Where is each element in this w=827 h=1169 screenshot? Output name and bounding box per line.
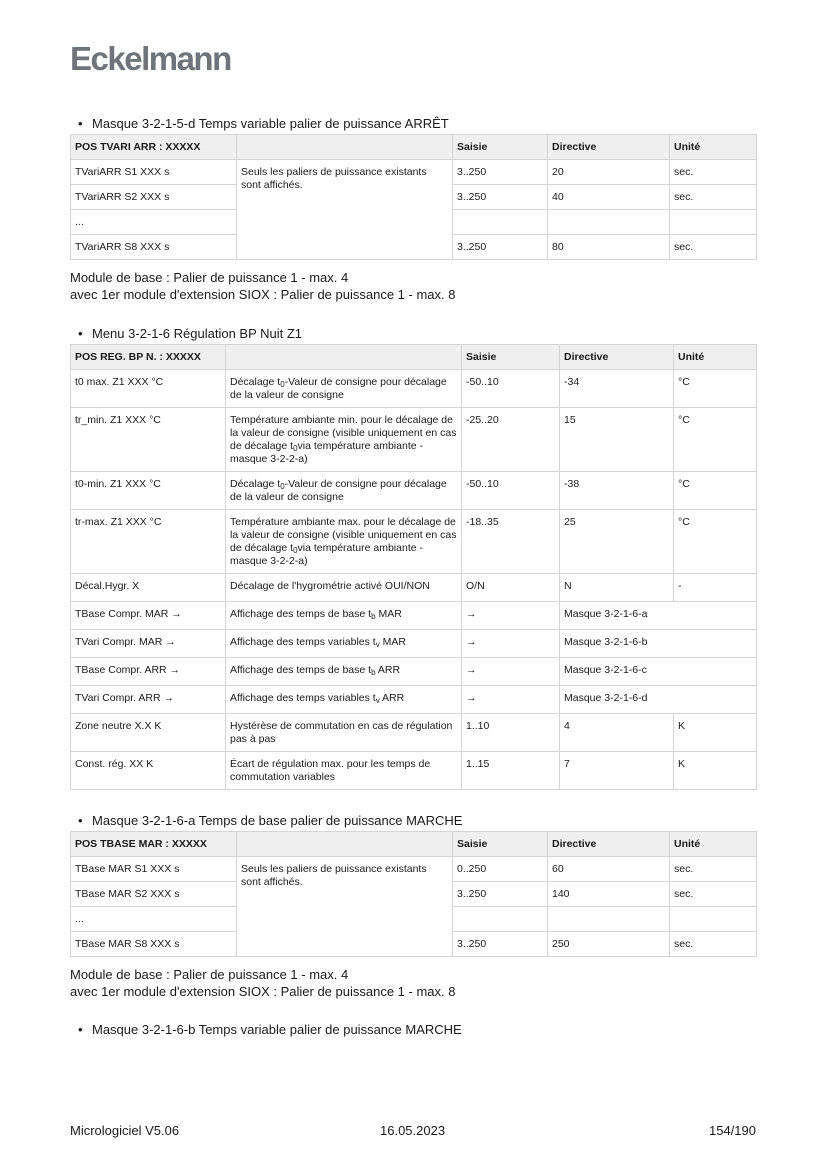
param-name: ...	[71, 210, 237, 235]
description-text: ARR	[379, 692, 405, 704]
table-row	[71, 574, 757, 602]
table-row	[71, 160, 757, 185]
param-directive	[548, 907, 670, 932]
param-description	[226, 686, 462, 714]
description-text: via température ambiante - masque 3-2-2-a)	[230, 542, 423, 567]
param-saisie: 1..15	[462, 752, 560, 790]
param-name: tr_min. Z1 XXX °C	[71, 408, 226, 472]
section-title-text: Masque 3-2-1-6-a Temps de base palier de puissance MARCHE	[92, 813, 463, 828]
header-directive: Directive	[548, 832, 670, 857]
param-unite: sec.	[670, 185, 757, 210]
param-name: TVariARR S1 XXX s	[71, 160, 237, 185]
param-unite: -	[674, 574, 757, 602]
header-saisie: Saisie	[453, 832, 548, 857]
param-saisie: →	[462, 602, 560, 630]
param-description	[226, 510, 462, 574]
param-unite: °C	[674, 408, 757, 472]
description-text: -Valeur de consigne pour décalage de la valeur de consigne	[230, 478, 447, 503]
param-description: Seuls les paliers de puissance existants sont affichés.	[237, 160, 453, 260]
table-row	[71, 658, 757, 686]
param-saisie: →	[462, 630, 560, 658]
description-text: Décalage t	[230, 376, 281, 388]
section-title-3-2-1-6-a	[78, 813, 462, 828]
param-saisie: 1..10	[462, 714, 560, 752]
header-blank	[226, 345, 462, 370]
param-unite: sec.	[670, 160, 757, 185]
eckelmann-logo: Eckelmann	[70, 40, 231, 77]
header-pos: POS REG. BP N. : XXXXX	[71, 345, 226, 370]
table-tbase-mar	[70, 831, 757, 957]
description-text: Affichage des temps variables t	[230, 636, 376, 648]
param-unite: °C	[674, 510, 757, 574]
header-saisie: Saisie	[462, 345, 560, 370]
param-name: t0 max. Z1 XXX °C	[71, 370, 226, 408]
param-name: Zone neutre X.X K	[71, 714, 226, 752]
section-title-text: Masque 3-2-1-6-b Temps variable palier de puissance MARCHE	[92, 1022, 462, 1037]
description-text: -Valeur de consigne pour décalage de la valeur de consigne	[230, 376, 447, 401]
description-text: Affichage des temps de base t	[230, 608, 372, 620]
header-blank	[237, 832, 453, 857]
param-directive: 15	[560, 408, 674, 472]
param-unite: K	[674, 714, 757, 752]
table-row	[71, 686, 757, 714]
description-text: Hystérèse de commutation en cas de régulation pas à pas	[230, 720, 453, 745]
param-name: TVari Compr. ARR →	[71, 686, 226, 714]
table-header-row	[71, 135, 757, 160]
table-row	[71, 370, 757, 408]
param-mask-link: Masque 3-2-1-6-a	[560, 602, 757, 630]
param-description	[226, 658, 462, 686]
header-saisie: Saisie	[453, 135, 548, 160]
param-saisie	[453, 210, 548, 235]
bullet: •	[78, 116, 83, 131]
table-row	[71, 602, 757, 630]
param-directive: -38	[560, 472, 674, 510]
description-subscript: 0	[280, 380, 285, 389]
note-line: avec 1er module d'extension SIOX : Palier de puissance 1 - max. 8	[70, 984, 456, 999]
table-row	[71, 510, 757, 574]
bullet: •	[78, 813, 83, 828]
param-unite: °C	[674, 472, 757, 510]
param-saisie: 3..250	[453, 932, 548, 957]
param-unite	[670, 210, 757, 235]
param-description	[226, 574, 462, 602]
header-pos: POS TBASE MAR : XXXXX	[71, 832, 237, 857]
description-text: Température ambiante max. pour le décalage de la valeur de consigne (visible uniquement en cas de décalage t	[230, 516, 457, 554]
param-directive: 4	[560, 714, 674, 752]
note-line: Module de base : Palier de puissance 1 - max. 4	[70, 270, 349, 285]
section-title-3-2-1-6	[78, 326, 302, 341]
bullet: •	[78, 1022, 83, 1037]
param-directive	[548, 210, 670, 235]
param-saisie: 3..250	[453, 235, 548, 260]
param-name: TBase MAR S2 XXX s	[71, 882, 237, 907]
section-title-text: Masque 3-2-1-5-d Temps variable palier de puissance ARRÊT	[92, 116, 449, 131]
param-description	[226, 602, 462, 630]
param-unite: K	[674, 752, 757, 790]
param-mask-link: Masque 3-2-1-6-b	[560, 630, 757, 658]
param-directive: 20	[548, 160, 670, 185]
param-saisie: →	[462, 658, 560, 686]
header-directive: Directive	[560, 345, 674, 370]
param-saisie: -25..20	[462, 408, 560, 472]
description-subscript: b	[371, 612, 376, 621]
param-unite: sec.	[670, 882, 757, 907]
param-name: t0-min. Z1 XXX °C	[71, 472, 226, 510]
description-text: Affichage des temps variables t	[230, 692, 376, 704]
param-saisie: -50..10	[462, 370, 560, 408]
footer-date: 16.05.2023	[380, 1123, 446, 1138]
description-text: via température ambiante - masque 3-2-2-a)	[230, 440, 423, 465]
param-directive: N	[560, 574, 674, 602]
param-name: TVariARR S2 XXX s	[71, 185, 237, 210]
table-reg-bp-nuit	[70, 344, 757, 790]
section-title-text: Menu 3-2-1-6 Régulation BP Nuit Z1	[92, 326, 303, 341]
param-name: ...	[71, 907, 237, 932]
param-description	[226, 370, 462, 408]
param-directive: 25	[560, 510, 674, 574]
param-name: TVariARR S8 XXX s	[71, 235, 237, 260]
param-unite: °C	[674, 370, 757, 408]
table-row	[71, 472, 757, 510]
description-text: Décalage t	[230, 478, 281, 490]
param-directive: 250	[548, 932, 670, 957]
param-name: TBase MAR S8 XXX s	[71, 932, 237, 957]
param-description	[226, 408, 462, 472]
param-directive: 140	[548, 882, 670, 907]
param-unite: sec.	[670, 857, 757, 882]
param-saisie: -50..10	[462, 472, 560, 510]
param-directive: 7	[560, 752, 674, 790]
param-saisie: 3..250	[453, 160, 548, 185]
table-row	[71, 408, 757, 472]
param-saisie: 0..250	[453, 857, 548, 882]
param-name: TVari Compr. MAR →	[71, 630, 226, 658]
param-name: tr-max. Z1 XXX °C	[71, 510, 226, 574]
param-saisie: O/N	[462, 574, 560, 602]
param-name: TBase MAR S1 XXX s	[71, 857, 237, 882]
table-tvari-arr	[70, 134, 757, 260]
header-pos: POS TVARI ARR : XXXXX	[71, 135, 237, 160]
param-name: Const. rég. XX K	[71, 752, 226, 790]
header-unite: Unité	[670, 832, 757, 857]
description-subscript: v	[375, 640, 380, 649]
bullet: •	[78, 326, 83, 341]
param-unite	[670, 907, 757, 932]
footer-page-number: 154/190	[709, 1123, 756, 1138]
param-directive: 40	[548, 185, 670, 210]
param-saisie: →	[462, 686, 560, 714]
footer-firmware: Micrologiciel V5.06	[70, 1123, 180, 1138]
note-block	[70, 966, 455, 1000]
description-text: MAR	[375, 608, 402, 620]
table-header-row	[71, 832, 757, 857]
param-unite: sec.	[670, 235, 757, 260]
header-unite: Unité	[674, 345, 757, 370]
description-text: MAR	[379, 636, 406, 648]
description-subscript: 0	[280, 482, 285, 491]
param-saisie: 3..250	[453, 882, 548, 907]
section-title-3-2-1-5-d	[78, 116, 449, 131]
param-name: TBase Compr. MAR →	[71, 602, 226, 630]
param-description	[226, 752, 462, 790]
param-saisie: -18..35	[462, 510, 560, 574]
param-directive: 80	[548, 235, 670, 260]
description-subscript: 0	[293, 444, 298, 453]
param-mask-link: Masque 3-2-1-6-d	[560, 686, 757, 714]
description-text: Écart de régulation max. pour les temps de commutation variables	[230, 758, 431, 783]
table-row	[71, 630, 757, 658]
param-unite: sec.	[670, 932, 757, 957]
param-directive: 60	[548, 857, 670, 882]
header-blank	[237, 135, 453, 160]
description-subscript: v	[375, 696, 380, 705]
section-title-3-2-1-6-b	[78, 1022, 462, 1037]
note-line: Module de base : Palier de puissance 1 - max. 4	[70, 967, 349, 982]
table-header-row	[71, 345, 757, 370]
param-name: Décal.Hygr. X	[71, 574, 226, 602]
description-subscript: 0	[293, 546, 298, 555]
param-description	[226, 630, 462, 658]
header-directive: Directive	[548, 135, 670, 160]
param-saisie	[453, 907, 548, 932]
note-block	[70, 269, 455, 303]
description-text: ARR	[375, 664, 401, 676]
description-text: Température ambiante min. pour le décalage de la valeur de consigne (visible uniquement en cas de décalage t	[230, 414, 457, 452]
param-description	[226, 472, 462, 510]
param-directive: -34	[560, 370, 674, 408]
header-unite: Unité	[670, 135, 757, 160]
param-saisie: 3..250	[453, 185, 548, 210]
description-text: Affichage des temps de base t	[230, 664, 372, 676]
table-row	[71, 752, 757, 790]
table-row	[71, 857, 757, 882]
table-row	[71, 714, 757, 752]
description-text: Décalage de l'hygrométrie activé OUI/NON	[230, 580, 430, 592]
description-subscript: b	[371, 668, 376, 677]
param-description	[226, 714, 462, 752]
param-description: Seuls les paliers de puissance existants sont affichés.	[237, 857, 453, 957]
param-mask-link: Masque 3-2-1-6-c	[560, 658, 757, 686]
param-name: TBase Compr. ARR →	[71, 658, 226, 686]
note-line: avec 1er module d'extension SIOX : Palier de puissance 1 - max. 8	[70, 287, 456, 302]
